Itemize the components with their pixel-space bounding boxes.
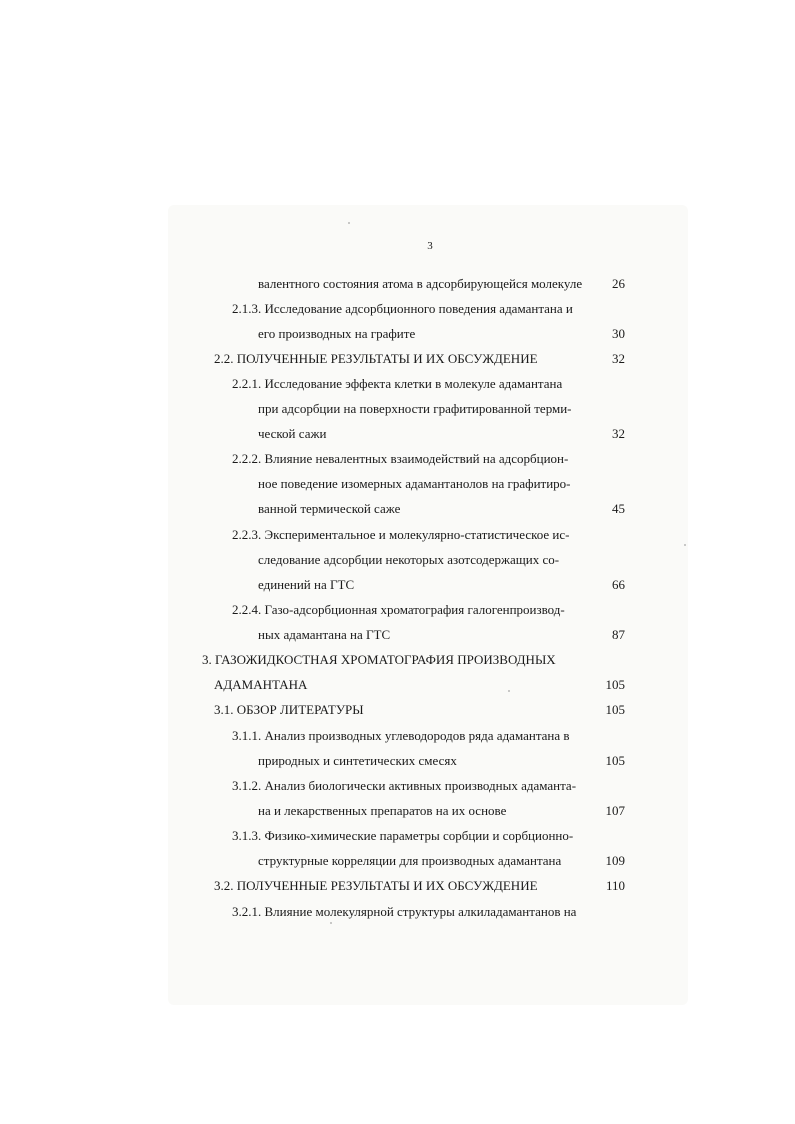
toc-line: 3.2. ПОЛУЧЕННЫЕ РЕЗУЛЬТАТЫ И ИХ ОБСУЖДЕНИЕ	[214, 878, 538, 893]
toc-line: на и лекарственных препаратов на их основе	[258, 803, 507, 818]
toc-line: 2.2. ПОЛУЧЕННЫЕ РЕЗУЛЬТАТЫ И ИХ ОБСУЖДЕНИЕ	[214, 351, 538, 366]
scan-speck	[348, 222, 350, 224]
toc-page: 32	[612, 426, 625, 441]
toc-page: 107	[605, 803, 625, 818]
toc-line: ных адамантана на ГТС	[258, 627, 391, 642]
toc-page: 66	[612, 577, 625, 592]
toc-page: 105	[605, 702, 625, 717]
scan-speck	[684, 544, 686, 546]
toc-line: ное поведение изомерных адамантанолов на графитиро-	[258, 476, 571, 491]
toc-line: 2.2.2. Влияние невалентных взаимодействий на адсорбцион-	[232, 451, 569, 466]
toc-line: 3.2.1. Влияние молекулярной структуры алкиладамантанов на	[232, 904, 577, 919]
toc-line: АДАМАНТАНА	[214, 677, 308, 692]
toc-line: ванной термической саже	[258, 501, 401, 516]
toc-page: 45	[612, 501, 625, 516]
toc-line: ческой сажи	[258, 426, 327, 441]
toc-line: 3.1.2. Анализ биологически активных производных адаманта-	[232, 778, 577, 793]
toc-line: следование адсорбции некоторых азотсодержащих со-	[258, 552, 560, 567]
toc-line: 2.2.3. Экспериментальное и молекулярно-статистическое ис-	[232, 527, 570, 542]
toc-page: 30	[612, 326, 625, 341]
toc-page: 26	[612, 276, 625, 291]
toc-line: структурные корреляции для производных адамантана	[258, 853, 562, 868]
toc-line: его производных на графите	[258, 326, 416, 341]
toc-line: 2.1.3. Исследование адсорбционного поведения адамантана и	[232, 301, 573, 316]
toc-line: валентного состояния атома в адсорбирующейся молекуле	[258, 276, 583, 291]
toc-line: природных и синтетических смесях	[258, 753, 457, 768]
toc-page: 109	[605, 853, 625, 868]
toc-line: при адсорбции на поверхности графитированной терми-	[258, 401, 572, 416]
toc-page: 87	[612, 627, 625, 642]
toc-line: 3.1.1. Анализ производных углеводородов ряда адамантана в	[232, 728, 570, 743]
toc-page: 105	[605, 753, 625, 768]
toc-line: единений на ГТС	[258, 577, 355, 592]
scan-speck	[330, 922, 332, 924]
toc-line: 3. ГАЗОЖИДКОСТНАЯ ХРОМАТОГРАФИЯ ПРОИЗВОДНЫХ	[202, 652, 556, 667]
toc-page: 110	[605, 878, 625, 893]
toc-line: 3.1.3. Физико-химические параметры сорбции и сорбционно-	[232, 828, 574, 843]
toc-line: 2.2.1. Исследование эффекта клетки в молекуле адамантана	[232, 376, 563, 391]
toc-line: 2.2.4. Газо-адсорбционная хроматография галогенпроизвод-	[232, 602, 565, 617]
toc-page: 32	[612, 351, 625, 366]
scan-speck	[508, 690, 510, 692]
page-number: 3	[427, 240, 433, 252]
toc-page: 105	[605, 677, 625, 692]
toc-line: 3.1. ОБЗОР ЛИТЕРАТУРЫ	[214, 702, 364, 717]
